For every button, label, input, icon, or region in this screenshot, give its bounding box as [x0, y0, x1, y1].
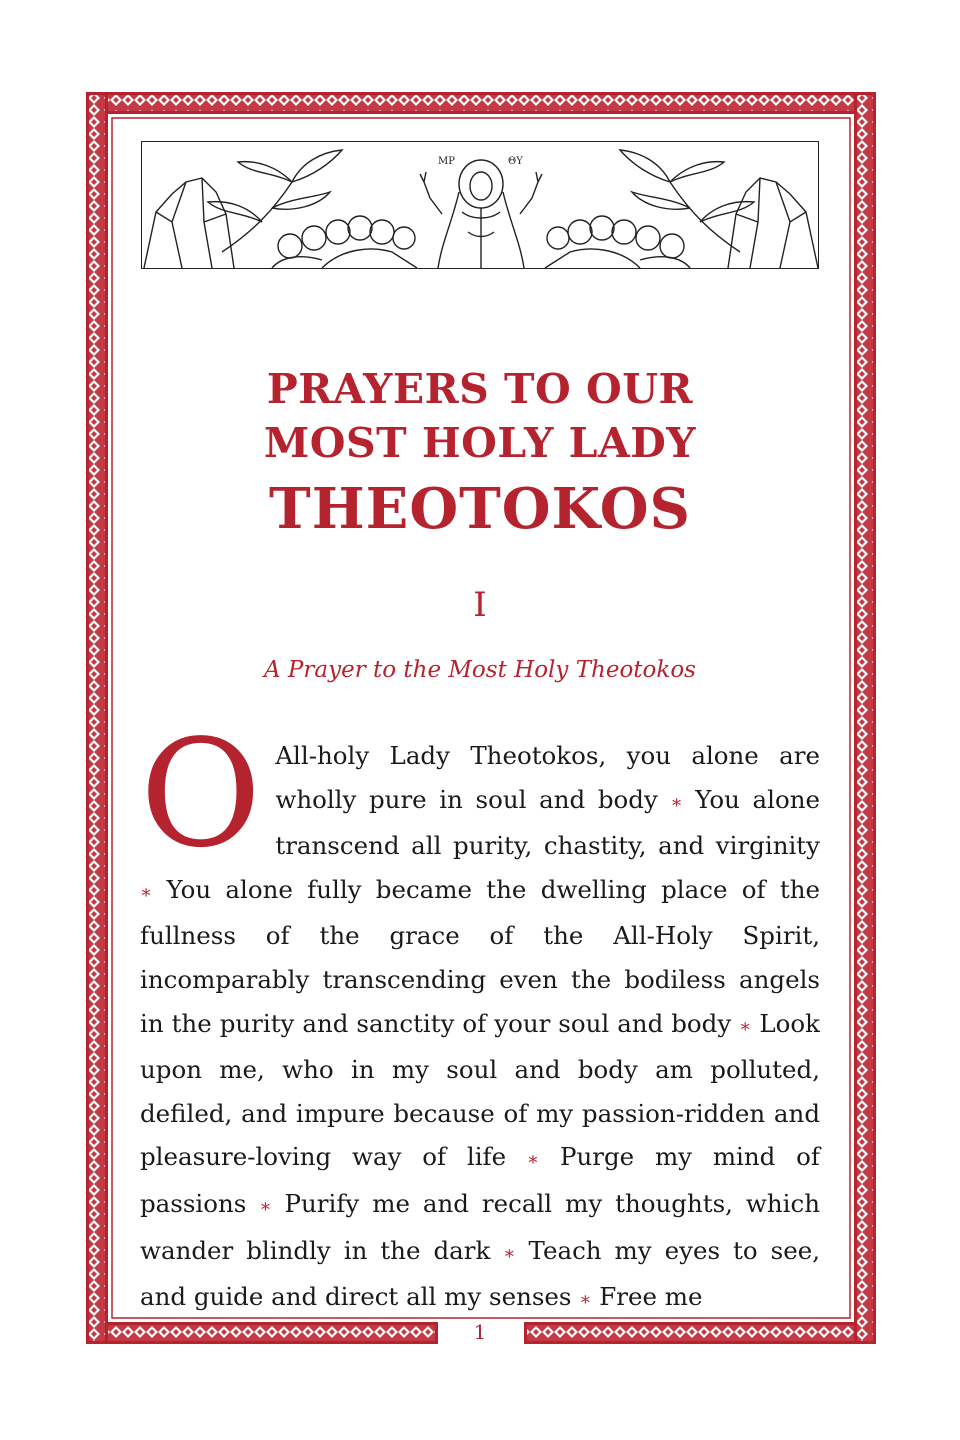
title-line-2: MOST HOLY LADY [263, 419, 697, 467]
prayer-segment: Look upon me, who in my soul and body am polluted, defiled, and impure because of my passion-ridden and pleasure-loving way of life [140, 1008, 820, 1172]
asterisk-separator: ∗ [670, 791, 683, 813]
title-line-1: PRAYERS TO OUR [266, 365, 694, 413]
icon-inscription-theou: ΘΥ [508, 156, 523, 167]
asterisk-separator: ∗ [503, 1242, 516, 1264]
asterisk-separator: ∗ [140, 881, 153, 903]
prayer-segment: Purge my mind of passions [140, 1142, 820, 1218]
prayer-subtitle: A Prayer to the Most Holy Theotokos [263, 657, 696, 683]
asterisk-separator: ∗ [579, 1289, 592, 1311]
section-number: I [473, 585, 487, 625]
asterisk-separator: ∗ [739, 1015, 752, 1037]
drop-cap: O [140, 708, 262, 880]
theotokos-header-illustration [141, 141, 819, 269]
icon-inscription-mp: ΜΡ [438, 156, 455, 167]
prayer-segment: Free me [591, 1282, 703, 1312]
prayer-segment: Purify me and recall my thoughts, which wander blindly in the dark [140, 1188, 820, 1265]
page-number: 1 [440, 1320, 520, 1344]
prayer-segment: All-holy Lady Theotokos, you alone are wholly pure in soul and body [275, 741, 820, 814]
prayer-segment: You alone fully became the dwelling place of the fullness of the grace of the All-Holy Spirit, incomparably transcending even the bodiless angels in the purity and sanctity of your soul and body [140, 874, 820, 1038]
asterisk-separator: ∗ [259, 1195, 272, 1217]
prayer-body [140, 708, 820, 1322]
prayer-segment: You alone transcend all purity, chastity, and virginity [275, 784, 820, 861]
prayer-segment: Teach my eyes to see, and guide and direct all my senses [140, 1235, 820, 1312]
asterisk-separator: ∗ [526, 1149, 540, 1171]
title-line-3: THEOTOKOS [269, 476, 691, 542]
